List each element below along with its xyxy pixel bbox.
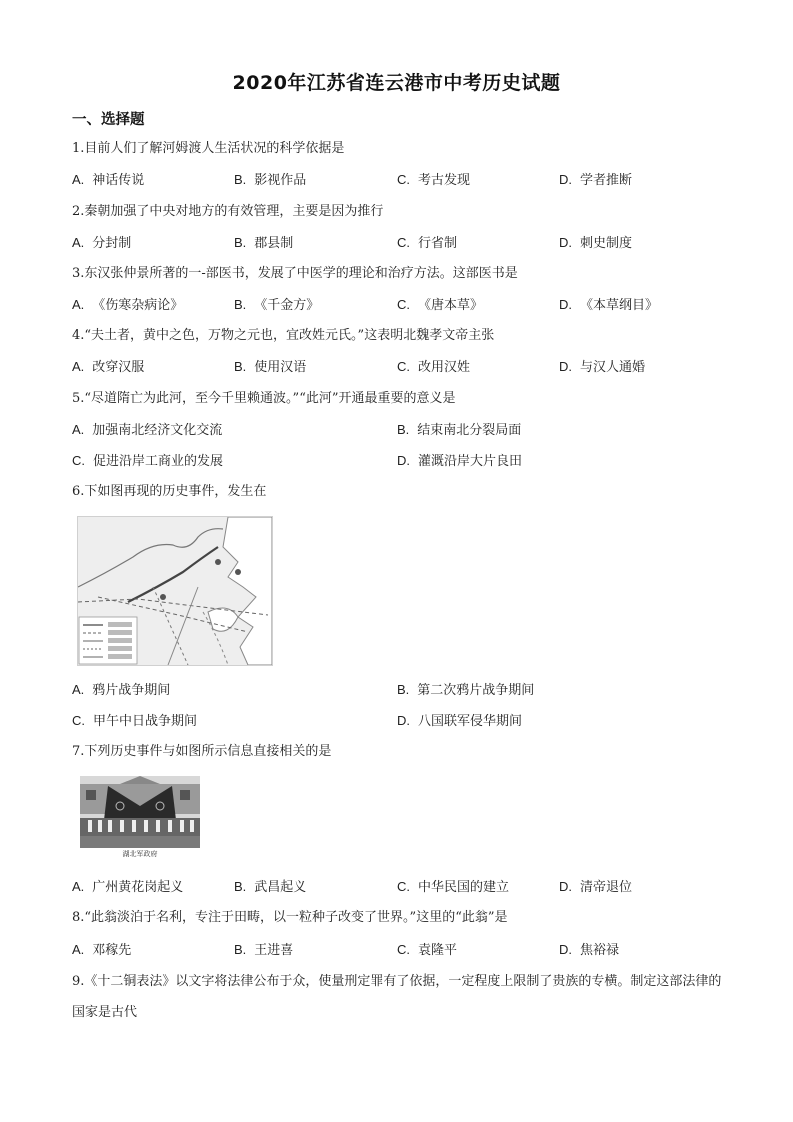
- question-2-option-d[interactable]: [559, 235, 632, 252]
- question-6-option-b[interactable]: [397, 682, 534, 699]
- question-7-stem: 7.下列历史事件与如图所示信息直接相关的是: [72, 744, 332, 759]
- option-text: 武昌起义: [254, 880, 307, 895]
- question-6-option-c[interactable]: [72, 713, 197, 730]
- option-text: 行省制: [418, 236, 458, 251]
- question-4-option-c[interactable]: [397, 359, 470, 376]
- option-text: 学者推断: [580, 173, 633, 188]
- question-3-option-a[interactable]: [72, 297, 183, 314]
- question-2-option-b[interactable]: [234, 235, 293, 252]
- option-text: 分封制: [92, 236, 132, 251]
- question-1-stem: 1.目前人们了解河姆渡人生活状况的科学依据是: [72, 141, 345, 156]
- option-text: 使用汉语: [254, 360, 307, 375]
- option-letter: A.: [72, 359, 85, 374]
- option-letter: D.: [397, 713, 410, 728]
- question-6-option-d[interactable]: [397, 713, 522, 730]
- option-text: 王进喜: [254, 943, 294, 958]
- photo-illustration: [80, 776, 200, 848]
- question-3-option-c[interactable]: [397, 297, 483, 314]
- photo-caption: 湖北军政府: [122, 850, 158, 858]
- question-8-stem: 8.“此翁淡泊于名利，专注于田畴，以一粒种子改变了世界。”这里的“此翁”是: [72, 910, 508, 925]
- section-heading: 一、选择题: [72, 112, 145, 128]
- document-title: 2020年江苏省连云港市中考历史试题: [232, 72, 561, 94]
- option-letter: C.: [72, 713, 85, 728]
- option-text: 《伤寒杂病论》: [92, 298, 184, 313]
- map-illustration: [78, 517, 272, 665]
- option-text: 灌溉沿岸大片良田: [418, 454, 523, 469]
- option-text: 邓稼先: [92, 943, 132, 958]
- question-8-option-b[interactable]: [234, 942, 293, 959]
- option-letter: D.: [559, 235, 572, 250]
- option-text: 中华民国的建立: [418, 880, 510, 895]
- question-3-stem: 3.东汉张仲景所著的一-部医书，发展了中医学的理论和治疗方法。这部医书是: [72, 266, 518, 281]
- question-6-stem: 6.下如图再现的历史事件，发生在: [72, 484, 267, 499]
- option-letter: D.: [559, 297, 572, 312]
- question-8-option-d[interactable]: [559, 942, 619, 959]
- option-letter: D.: [559, 942, 572, 957]
- question-1-option-c[interactable]: [397, 172, 470, 189]
- option-text: 清帝退位: [580, 880, 633, 895]
- question-1-option-a[interactable]: [72, 172, 144, 189]
- option-letter: C.: [397, 235, 410, 250]
- question-4-option-d[interactable]: [559, 359, 645, 376]
- option-letter: B.: [234, 942, 247, 957]
- option-letter: D.: [397, 453, 410, 468]
- option-letter: B.: [234, 879, 247, 894]
- option-text: 《唐本草》: [418, 298, 484, 313]
- historical-photo-figure: [80, 776, 200, 856]
- option-letter: A.: [72, 172, 85, 187]
- option-text: 影视作品: [254, 173, 307, 188]
- option-text: 《本草纲目》: [580, 298, 659, 313]
- option-letter: D.: [559, 879, 572, 894]
- question-2-option-a[interactable]: [72, 235, 131, 252]
- question-7-option-c[interactable]: [397, 879, 509, 896]
- option-letter: D.: [559, 359, 572, 374]
- option-letter: A.: [72, 297, 85, 312]
- option-text: 与汉人通婚: [580, 360, 646, 375]
- question-4-option-b[interactable]: [234, 359, 306, 376]
- historical-map-figure: [77, 516, 273, 666]
- option-letter: B.: [397, 682, 410, 697]
- question-5-stem: 5.“尽道隋亡为此河，至今千里赖通波。”“此河”开通最重要的意义是: [72, 391, 456, 406]
- option-letter: C.: [397, 172, 410, 187]
- option-letter: C.: [397, 879, 410, 894]
- question-2-option-c[interactable]: [397, 235, 457, 252]
- option-letter: D.: [559, 172, 572, 187]
- option-letter: B.: [234, 235, 247, 250]
- option-letter: B.: [234, 359, 247, 374]
- question-4-stem: 4.“夫土者，黄中之色，万物之元也，宜改姓元氏。”这表明北魏孝文帝主张: [72, 328, 495, 343]
- option-text: 《千金方》: [254, 298, 320, 313]
- option-text: 结束南北分裂局面: [417, 423, 522, 438]
- question-6-option-a[interactable]: [72, 682, 170, 699]
- question-8-option-a[interactable]: [72, 942, 131, 959]
- option-text: 鸦片战争期间: [92, 683, 171, 698]
- option-letter: A.: [72, 942, 85, 957]
- option-text: 郡县制: [254, 236, 294, 251]
- option-letter: B.: [397, 422, 410, 437]
- option-text: 袁隆平: [418, 943, 458, 958]
- question-1-option-d[interactable]: [559, 172, 632, 189]
- option-letter: A.: [72, 422, 85, 437]
- option-letter: A.: [72, 682, 85, 697]
- question-5-option-b[interactable]: [397, 422, 521, 439]
- question-7-option-b[interactable]: [234, 879, 306, 896]
- question-2-stem: 2.秦朝加强了中央对地方的有效管理，主要是因为推行: [72, 204, 384, 219]
- option-text: 刺史制度: [580, 236, 633, 251]
- question-7-option-a[interactable]: [72, 879, 183, 896]
- question-1-option-b[interactable]: [234, 172, 306, 189]
- question-3-option-d[interactable]: [559, 297, 658, 314]
- option-text: 改穿汉服: [92, 360, 145, 375]
- option-text: 八国联军侵华期间: [418, 714, 523, 729]
- question-5-option-a[interactable]: [72, 422, 222, 439]
- option-text: 促进沿岸工商业的发展: [93, 454, 224, 469]
- question-5-option-d[interactable]: [397, 453, 522, 470]
- question-3-option-b[interactable]: [234, 297, 319, 314]
- option-text: 焦裕禄: [580, 943, 620, 958]
- option-letter: C.: [397, 942, 410, 957]
- option-letter: A.: [72, 879, 85, 894]
- option-text: 甲午中日战争期间: [93, 714, 198, 729]
- option-text: 第二次鸦片战争期间: [417, 683, 535, 698]
- option-letter: C.: [397, 359, 410, 374]
- option-text: 考古发现: [418, 173, 471, 188]
- option-letter: C.: [72, 453, 85, 468]
- option-text: 加强南北经济文化交流: [92, 423, 223, 438]
- option-text: 改用汉姓: [418, 360, 471, 375]
- option-letter: B.: [234, 172, 247, 187]
- option-letter: A.: [72, 235, 85, 250]
- question-7-option-d[interactable]: [559, 879, 632, 896]
- question-5-option-c[interactable]: [72, 453, 223, 470]
- option-letter: C.: [397, 297, 410, 312]
- question-4-option-a[interactable]: [72, 359, 144, 376]
- option-text: 神话传说: [92, 173, 145, 188]
- question-9-stem: 9.《十二铜表法》以文字将法律公布于众，使量刑定罪有了依据，一定程度上限制了贵族的专横。制定这部法律的国家是古代: [72, 974, 722, 1020]
- question-8-option-c[interactable]: [397, 942, 457, 959]
- option-text: 广州黄花岗起义: [92, 880, 184, 895]
- option-letter: B.: [234, 297, 247, 312]
